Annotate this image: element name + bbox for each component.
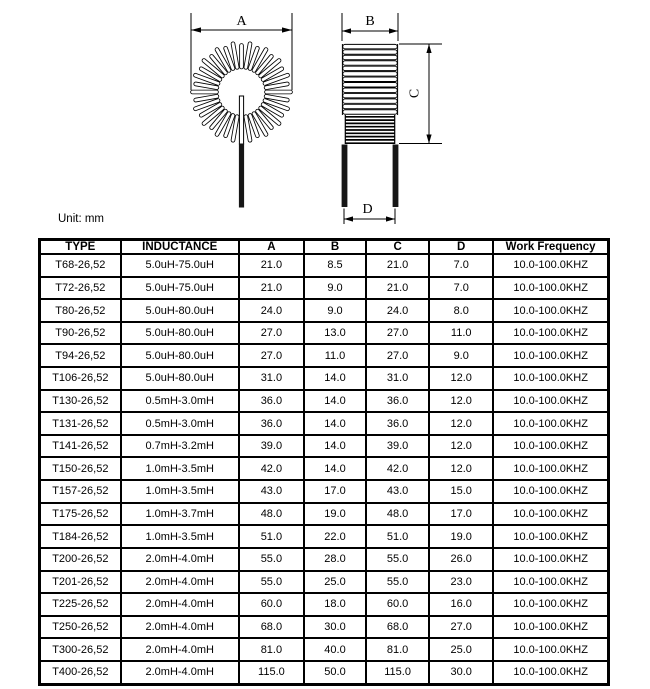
table-cell: 14.0: [304, 457, 366, 480]
table-cell: 5.0uH-80.0uH: [121, 322, 239, 345]
table-cell: 42.0: [366, 457, 429, 480]
table-cell: 60.0: [239, 593, 304, 616]
table-cell: 10.0-100.0KHZ: [493, 299, 608, 322]
table-cell: 2.0mH-4.0mH: [121, 661, 239, 685]
table-cell: 25.0: [304, 571, 366, 594]
table-cell: 2.0mH-4.0mH: [121, 571, 239, 594]
table-row: [40, 277, 609, 300]
table-row: [40, 548, 609, 571]
table-cell: 115.0: [366, 661, 429, 685]
table-cell: 10.0-100.0KHZ: [493, 661, 608, 685]
table-cell: 81.0: [366, 638, 429, 661]
table-cell: 7.0: [429, 254, 493, 277]
dim-d: [344, 202, 395, 224]
table-row: [40, 480, 609, 503]
table-cell: 48.0: [366, 503, 429, 526]
table-cell: 2.0mH-4.0mH: [121, 548, 239, 571]
table-cell: 11.0: [429, 322, 493, 345]
table-cell: 5.0uH-80.0uH: [121, 367, 239, 390]
table-row: [40, 525, 609, 548]
dim-a-arrow-left: [191, 27, 201, 32]
dim-c-arrow-top: [426, 44, 431, 53]
table-cell: 50.0: [304, 661, 366, 685]
table-row: [40, 661, 609, 685]
inductor-side-view: [342, 13, 442, 224]
toroid-lead: [239, 144, 244, 208]
table-cell: 24.0: [366, 299, 429, 322]
table-cell: T200-26,52: [40, 548, 121, 571]
dimension-diagram: [0, 0, 650, 235]
table-cell: T106-26,52: [40, 367, 121, 390]
table-cell: T184-26,52: [40, 525, 121, 548]
table-cell: 0.5mH-3.0mH: [121, 412, 239, 435]
table-cell: 36.0: [239, 390, 304, 413]
column-header: C: [366, 240, 429, 255]
dim-d-label: D: [362, 202, 373, 217]
table-cell: 19.0: [429, 525, 493, 548]
table-cell: 14.0: [304, 435, 366, 458]
table-cell: 14.0: [304, 412, 366, 435]
table-cell: T80-26,52: [40, 299, 121, 322]
table-cell: 10.0-100.0KHZ: [493, 435, 608, 458]
table-cell: 10.0-100.0KHZ: [493, 344, 608, 367]
table-cell: 48.0: [239, 503, 304, 526]
table-cell: T90-26,52: [40, 322, 121, 345]
table-cell: 17.0: [429, 503, 493, 526]
column-header: TYPE: [40, 240, 121, 255]
table-cell: 43.0: [239, 480, 304, 503]
dim-c-arrow-bottom: [426, 135, 431, 144]
table-cell: 12.0: [429, 367, 493, 390]
table-cell: 2.0mH-4.0mH: [121, 593, 239, 616]
table-cell: T94-26,52: [40, 344, 121, 367]
table-cell: 68.0: [366, 616, 429, 639]
table-cell: 27.0: [239, 322, 304, 345]
table-cell: 21.0: [239, 277, 304, 300]
table-cell: 21.0: [366, 277, 429, 300]
table-cell: 55.0: [366, 548, 429, 571]
side-coil: [345, 47, 395, 144]
table-cell: 15.0: [429, 480, 493, 503]
table-cell: 0.5mH-3.0mH: [121, 390, 239, 413]
table-cell: 68.0: [239, 616, 304, 639]
table-cell: 10.0-100.0KHZ: [493, 525, 608, 548]
table-cell: 1.0mH-3.5mH: [121, 457, 239, 480]
toroid-top-view: [191, 13, 292, 208]
table-row: [40, 435, 609, 458]
table-cell: 10.0-100.0KHZ: [493, 367, 608, 390]
table-cell: 2.0mH-4.0mH: [121, 638, 239, 661]
table-row: [40, 638, 609, 661]
table-cell: 16.0: [429, 593, 493, 616]
column-header: INDUCTANCE: [121, 240, 239, 255]
table-cell: 31.0: [366, 367, 429, 390]
table-row: [40, 322, 609, 345]
column-header: A: [239, 240, 304, 255]
spec-table-body: [40, 254, 609, 685]
table-cell: 27.0: [429, 616, 493, 639]
table-cell: 115.0: [239, 661, 304, 685]
table-cell: 51.0: [239, 525, 304, 548]
column-header: B: [304, 240, 366, 255]
dim-b: [342, 13, 398, 41]
table-cell: 27.0: [366, 322, 429, 345]
column-header: Work Frequency: [493, 240, 608, 255]
table-cell: 28.0: [304, 548, 366, 571]
table-row: [40, 390, 609, 413]
table-cell: 10.0-100.0KHZ: [493, 457, 608, 480]
table-cell: T131-26,52: [40, 412, 121, 435]
table-cell: 51.0: [366, 525, 429, 548]
table-cell: 9.0: [304, 299, 366, 322]
table-cell: 10.0-100.0KHZ: [493, 593, 608, 616]
table-cell: 12.0: [429, 435, 493, 458]
table-cell: 17.0: [304, 480, 366, 503]
dim-c-label: C: [407, 88, 423, 99]
table-cell: 10.0-100.0KHZ: [493, 322, 608, 345]
table-cell: 26.0: [429, 548, 493, 571]
dim-b-arrow-left: [342, 28, 351, 33]
table-cell: 5.0uH-75.0uH: [121, 277, 239, 300]
table-cell: 22.0: [304, 525, 366, 548]
table-row: [40, 412, 609, 435]
table-cell: T150-26,52: [40, 457, 121, 480]
dim-b-arrow-right: [389, 28, 398, 33]
table-cell: 2.0mH-4.0mH: [121, 616, 239, 639]
table-cell: 30.0: [429, 661, 493, 685]
dim-a-arrow-right: [282, 27, 292, 32]
table-cell: 36.0: [366, 412, 429, 435]
table-cell: 12.0: [429, 412, 493, 435]
table-cell: 18.0: [304, 593, 366, 616]
table-cell: 5.0uH-75.0uH: [121, 254, 239, 277]
side-lead-left: [342, 145, 348, 208]
table-cell: 55.0: [239, 548, 304, 571]
table-row: [40, 344, 609, 367]
dim-a-label: A: [236, 14, 247, 29]
table-cell: T175-26,52: [40, 503, 121, 526]
table-cell: 27.0: [239, 344, 304, 367]
table-cell: T250-26,52: [40, 616, 121, 639]
table-cell: 25.0: [429, 638, 493, 661]
table-row: [40, 299, 609, 322]
table-cell: 11.0: [304, 344, 366, 367]
dim-d-arrow-right: [386, 216, 395, 221]
table-cell: 40.0: [304, 638, 366, 661]
table-cell: 27.0: [366, 344, 429, 367]
table-cell: 7.0: [429, 277, 493, 300]
table-cell: 14.0: [304, 367, 366, 390]
table-cell: 8.0: [429, 299, 493, 322]
table-cell: 9.0: [429, 344, 493, 367]
table-cell: 8.5: [304, 254, 366, 277]
table-cell: 10.0-100.0KHZ: [493, 412, 608, 435]
table-cell: 10.0-100.0KHZ: [493, 254, 608, 277]
table-row: [40, 503, 609, 526]
table-cell: T72-26,52: [40, 277, 121, 300]
table-cell: T225-26,52: [40, 593, 121, 616]
table-cell: 55.0: [239, 571, 304, 594]
table-cell: 36.0: [366, 390, 429, 413]
table-cell: 10.0-100.0KHZ: [493, 616, 608, 639]
table-row: [40, 254, 609, 277]
table-row: [40, 367, 609, 390]
spec-table: [38, 238, 610, 686]
table-cell: 43.0: [366, 480, 429, 503]
table-cell: 9.0: [304, 277, 366, 300]
table-row: [40, 571, 609, 594]
table-cell: 81.0: [239, 638, 304, 661]
table-cell: 0.7mH-3.2mH: [121, 435, 239, 458]
table-cell: 30.0: [304, 616, 366, 639]
table-cell: 24.0: [239, 299, 304, 322]
side-lead-right: [393, 145, 399, 208]
table-cell: 10.0-100.0KHZ: [493, 503, 608, 526]
table-cell: 23.0: [429, 571, 493, 594]
table-cell: 31.0: [239, 367, 304, 390]
table-cell: 60.0: [366, 593, 429, 616]
table-row: [40, 457, 609, 480]
dim-b-label: B: [365, 14, 375, 29]
spec-table-header-row: [40, 240, 609, 255]
table-cell: 12.0: [429, 390, 493, 413]
toroid-wire: [239, 96, 243, 144]
column-header: D: [429, 240, 493, 255]
table-cell: 21.0: [366, 254, 429, 277]
table-cell: T68-26,52: [40, 254, 121, 277]
table-row: [40, 593, 609, 616]
table-cell: 10.0-100.0KHZ: [493, 548, 608, 571]
table-cell: 10.0-100.0KHZ: [493, 571, 608, 594]
unit-label: Unit: mm: [58, 213, 104, 225]
table-cell: 5.0uH-80.0uH: [121, 344, 239, 367]
table-cell: 10.0-100.0KHZ: [493, 277, 608, 300]
table-cell: 5.0uH-80.0uH: [121, 299, 239, 322]
table-cell: 39.0: [239, 435, 304, 458]
table-cell: 1.0mH-3.5mH: [121, 525, 239, 548]
table-cell: 13.0: [304, 322, 366, 345]
table-cell: 55.0: [366, 571, 429, 594]
table-row: [40, 616, 609, 639]
table-cell: 10.0-100.0KHZ: [493, 638, 608, 661]
table-cell: 21.0: [239, 254, 304, 277]
table-cell: 19.0: [304, 503, 366, 526]
table-cell: 10.0-100.0KHZ: [493, 480, 608, 503]
table-cell: 39.0: [366, 435, 429, 458]
table-cell: T400-26,52: [40, 661, 121, 685]
table-cell: T300-26,52: [40, 638, 121, 661]
dim-d-arrow-left: [344, 216, 353, 221]
table-cell: 12.0: [429, 457, 493, 480]
table-cell: 14.0: [304, 390, 366, 413]
table-cell: T130-26,52: [40, 390, 121, 413]
table-cell: 36.0: [239, 412, 304, 435]
dim-c: [399, 44, 442, 144]
table-cell: 42.0: [239, 457, 304, 480]
table-cell: 1.0mH-3.5mH: [121, 480, 239, 503]
table-cell: 1.0mH-3.7mH: [121, 503, 239, 526]
table-cell: 10.0-100.0KHZ: [493, 390, 608, 413]
table-cell: T157-26,52: [40, 480, 121, 503]
table-cell: T201-26,52: [40, 571, 121, 594]
table-cell: T141-26,52: [40, 435, 121, 458]
